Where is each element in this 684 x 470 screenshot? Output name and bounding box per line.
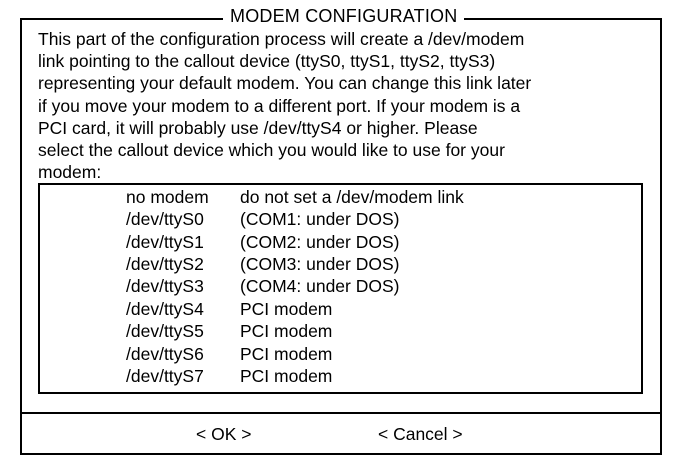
list-item-desc: PCI modem bbox=[240, 298, 333, 319]
list-item-ttys2[interactable] bbox=[40, 253, 641, 275]
description-line: PCI card, it will probably use /dev/ttyS4 or higher. Please bbox=[38, 117, 478, 138]
list-item-tag: /dev/ttyS5 bbox=[126, 321, 204, 341]
dialog-description bbox=[38, 28, 638, 183]
list-item-desc: (COM1: under DOS) bbox=[240, 209, 400, 229]
description-line: This part of the configuration process will create a /dev/modem bbox=[38, 29, 525, 49]
list-item-ttys6[interactable] bbox=[40, 343, 641, 365]
list-item-ttys1[interactable] bbox=[40, 231, 641, 253]
ok-button[interactable]: < OK > bbox=[196, 424, 252, 444]
list-item-desc: PCI modem bbox=[240, 366, 333, 386]
description-line: representing your default modem. You can change this link later bbox=[38, 73, 532, 94]
list-item-tag: /dev/ttyS0 bbox=[126, 209, 204, 229]
list-item-tag: /dev/ttyS1 bbox=[126, 231, 204, 252]
list-item-desc: do not set a /dev/modem link bbox=[240, 187, 464, 207]
list-item-tag: /dev/ttyS4 bbox=[126, 298, 204, 319]
cancel-button[interactable]: < Cancel > bbox=[378, 424, 463, 444]
list-item-desc: PCI modem bbox=[240, 343, 333, 364]
list-item-tag: /dev/ttyS6 bbox=[126, 343, 204, 364]
list-item-tag: /dev/ttyS2 bbox=[126, 254, 204, 274]
list-item-tag: /dev/ttyS3 bbox=[126, 276, 204, 296]
list-item-ttys4[interactable] bbox=[40, 298, 641, 320]
description-line: if you move your modem to a different port. If your modem is a bbox=[38, 95, 521, 116]
list-item-ttys3[interactable] bbox=[40, 275, 641, 297]
list-item-ttys7[interactable] bbox=[40, 365, 641, 387]
description-line: link pointing to the callout device (ttyS0, ttyS1, ttyS2, ttyS3) bbox=[38, 51, 496, 72]
button-separator bbox=[20, 412, 662, 414]
list-item-desc: (COM2: under DOS) bbox=[240, 231, 400, 252]
list-item-tag: /dev/ttyS7 bbox=[126, 366, 204, 386]
list-item-ttys0[interactable] bbox=[40, 208, 641, 230]
list-item-tag: no modem bbox=[126, 187, 209, 207]
list-item-desc: PCI modem bbox=[240, 321, 333, 341]
device-list[interactable] bbox=[38, 183, 643, 394]
list-item-desc: (COM3: under DOS) bbox=[240, 254, 400, 274]
description-line: select the callout device which you would like to use for your bbox=[38, 140, 505, 161]
list-item-no-modem[interactable] bbox=[40, 186, 641, 208]
description-line: modem: bbox=[38, 162, 102, 183]
list-item-desc: (COM4: under DOS) bbox=[240, 276, 400, 296]
dialog-title: MODEM CONFIGURATION bbox=[223, 6, 464, 26]
list-item-ttys5[interactable] bbox=[40, 320, 641, 342]
